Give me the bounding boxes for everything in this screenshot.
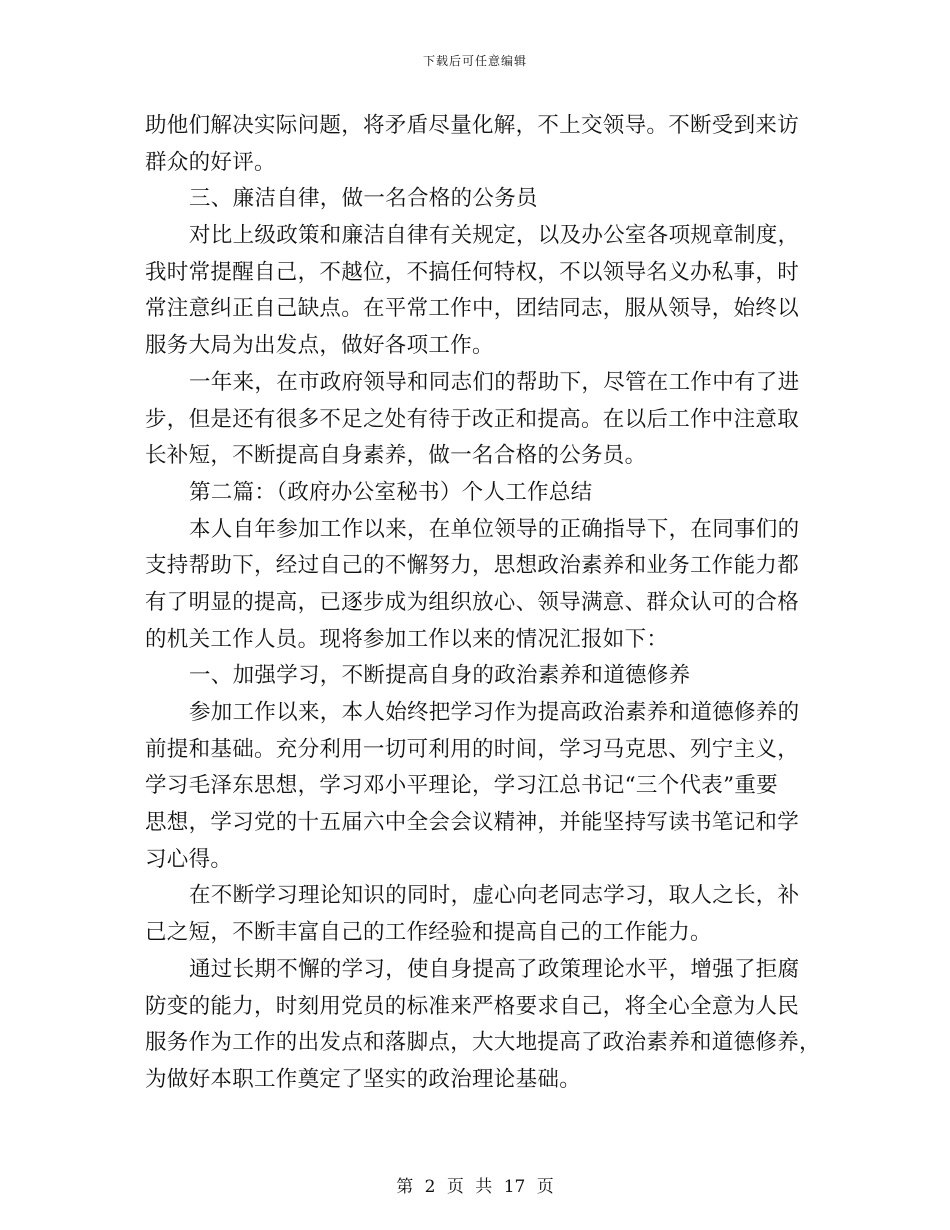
text-line: 己之短，不断丰富自己的工作经验和提高自己的工作能力。 bbox=[145, 920, 712, 946]
chapter-title-2 bbox=[145, 475, 805, 512]
text-line: 通过长期不懈的学习，使自身提高了政策理论水平，增强了拒腐 bbox=[189, 956, 800, 982]
text-line: 学习毛泽东思想，学习邓小平理论，学习江总书记“三个代表”重要 bbox=[145, 773, 778, 799]
text-line: 本人自年参加工作以来，在单位领导的正确指导下，在同事们的 bbox=[189, 516, 800, 542]
paragraph-study-results bbox=[145, 952, 821, 1099]
text-line: 前提和基础。充分利用一切可利用的时间，学习马克思、列宁主义， bbox=[145, 736, 800, 762]
page-number-footer: 第 2 页 共 17 页 bbox=[396, 1177, 554, 1197]
text-line: 一、加强学习，不断提高自身的政治素养和道德修养 bbox=[189, 663, 691, 689]
text-line: 防变的能力，时刻用党员的标准来严格要求自己，将全心全意为人民 bbox=[145, 993, 800, 1019]
section-heading-1 bbox=[145, 658, 805, 695]
text-line: 对比上级政策和廉洁自律有关规定，以及办公室各项规章制度， bbox=[189, 223, 800, 249]
text-line: 服务大局为出发点，做好各项工作。 bbox=[145, 333, 494, 359]
text-line: 三、廉洁自律，做一名合格的公务员 bbox=[189, 186, 538, 212]
paragraph-year-summary bbox=[145, 365, 805, 475]
paragraph-continued bbox=[145, 108, 805, 181]
text-line: 习心得。 bbox=[145, 846, 233, 872]
text-line: 一年来，在市政府领导和同志们的帮助下，尽管在工作中有了进 bbox=[189, 369, 800, 395]
text-line: 服务作为工作的出发点和落脚点，大大地提高了政治素养和道德修养， bbox=[145, 1030, 821, 1056]
text-line: 第二篇：（政府办公室秘书）个人工作总结 bbox=[189, 479, 593, 505]
text-line: 支持帮助下，经过自己的不懈努力，思想政治素养和业务工作能力都 bbox=[145, 553, 800, 579]
text-line: 为做好本职工作奠定了坚实的政治理论基础。 bbox=[145, 1066, 582, 1092]
text-line: 助他们解决实际问题，将矛盾尽量化解，不上交领导。不断受到来访 bbox=[145, 113, 800, 138]
text-line: 在不断学习理论知识的同时，虚心向老同志学习，取人之长，补 bbox=[189, 883, 800, 909]
text-line: 的机关工作人员。现将参加工作以来的情况汇报如下： bbox=[145, 626, 669, 652]
text-line: 我时常提醒自己，不越位，不搞任何特权，不以领导名义办私事，时 bbox=[145, 259, 800, 285]
paragraph-learn-from-colleagues bbox=[145, 878, 805, 951]
section-heading-3 bbox=[145, 181, 805, 218]
paragraph-intro bbox=[145, 512, 805, 659]
page-header: 下载后可任意编辑 bbox=[422, 54, 527, 68]
text-line: 常注意纠正自己缺点。在平常工作中，团结同志，服从领导，始终以 bbox=[145, 296, 800, 322]
paragraph-self-discipline bbox=[145, 218, 805, 365]
document-body bbox=[145, 108, 821, 1099]
paragraph-study-basis bbox=[145, 695, 805, 878]
text-line: 思想，学习党的十五届六中全会会议精神，并能坚持写读书笔记和学 bbox=[145, 810, 800, 836]
text-line: 参加工作以来，本人始终把学习作为提高政治素养和道德修养的 bbox=[189, 700, 800, 725]
text-line: 长补短，不断提高自身素养，做一名合格的公务员。 bbox=[145, 443, 647, 469]
text-line: 步，但是还有很多不足之处有待于改正和提高。在以后工作中注意取 bbox=[145, 406, 800, 432]
text-line: 有了明显的提高，已逐步成为组织放心、领导满意、群众认可的合格 bbox=[145, 589, 800, 615]
text-line: 群众的好评。 bbox=[145, 149, 276, 175]
